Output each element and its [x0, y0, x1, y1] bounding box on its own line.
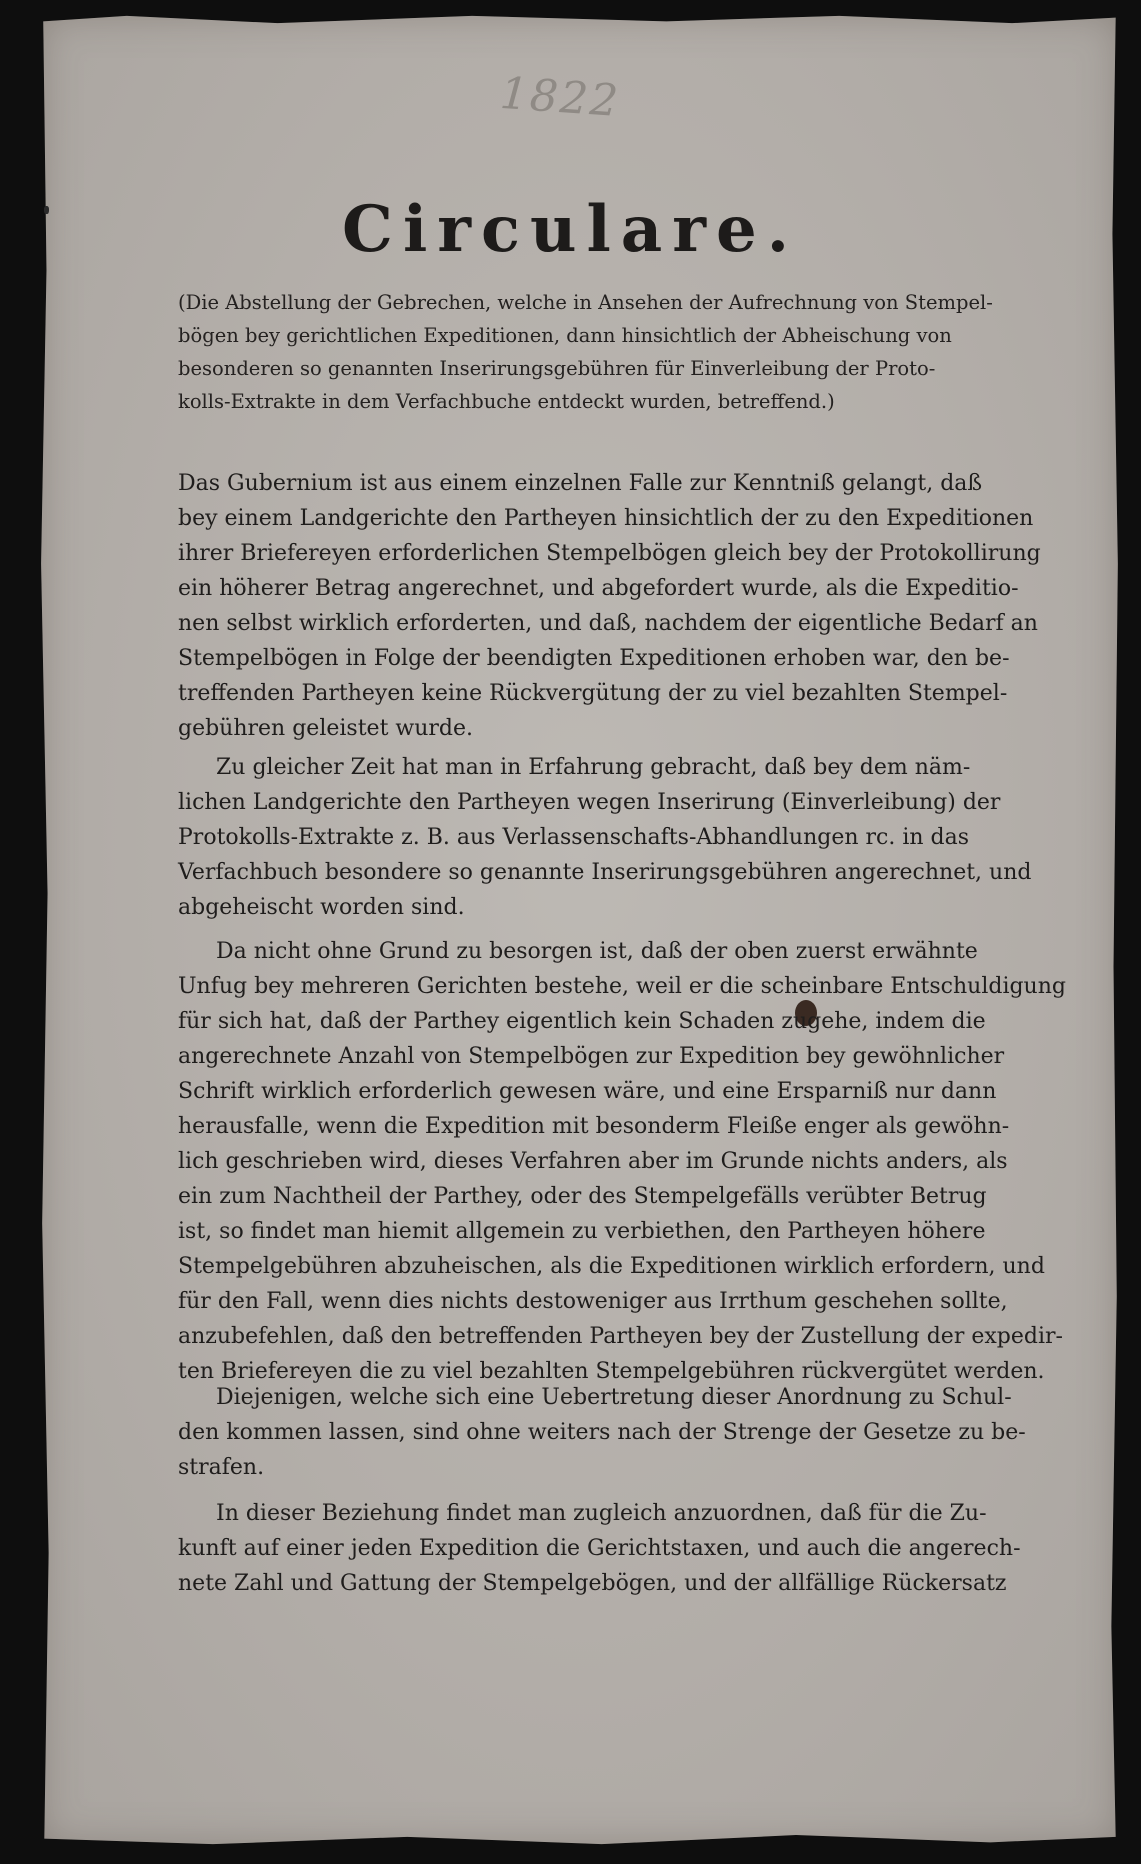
text-line: abgeheischt worden sind.: [178, 895, 465, 920]
text-line: In dieser Beziehung findet man zugleich anzuordnen, daß für die Zu-: [216, 1501, 987, 1526]
text-line: gebühren geleistet wurde.: [178, 716, 474, 741]
subtitle-line: besonderen so genannten Inserirungsgebühren für Einverleibung der Proto-: [178, 357, 936, 380]
text-line: strafen.: [178, 1455, 265, 1480]
text-line: herausfalle, wenn die Expedition mit besonderm Fleiße enger als gewöhn-: [178, 1114, 1010, 1139]
document-subtitle: [178, 286, 993, 418]
text-line: Verfachbuch besondere so genannte Inserirungsgebühren angerechnet, und: [178, 860, 1032, 885]
text-line: ein höherer Betrag angerechnet, und abgefordert wurde, als die Expeditio-: [178, 576, 1019, 601]
subtitle-line: (Die Abstellung der Gebrechen, welche in Ansehen der Aufrechnung von Stempel-: [178, 291, 993, 314]
text-line: anzubefehlen, daß den betreffenden Partheyen bey der Zustellung der expedir-: [178, 1324, 1063, 1349]
text-line: treffenden Partheyen keine Rückvergütung der zu viel bezahlten Stempel-: [178, 681, 1008, 706]
text-line: kunft auf einer jeden Expedition die Gerichtstaxen, und auch die angerech-: [178, 1536, 1021, 1561]
paragraph-5: [178, 1496, 1021, 1601]
text-line: Protokolls-Extrakte z. B. aus Verlassenschafts-Abhandlungen rc. in das: [178, 825, 970, 850]
paragraph-3: [178, 934, 1066, 1389]
text-line: nen selbst wirklich erforderten, und daß, nachdem der eigentliche Bedarf an: [178, 611, 1038, 636]
paragraph-1: [178, 466, 1041, 746]
text-line: angerechnete Anzahl von Stempelbögen zur Expedition bey gewöhnlicher: [178, 1044, 1005, 1069]
text-line: ten Briefereyen die zu viel bezahlten Stempelgebühren rückvergütet werden.: [178, 1359, 1045, 1384]
text-line: ein zum Nachtheil der Parthey, oder des Stempelgefälls verübter Betrug: [178, 1184, 987, 1209]
subtitle-line: kolls-Extrakte in dem Verfachbuche entdeckt wurden, betreffend.): [178, 390, 835, 413]
text-line: lichen Landgerichte den Partheyen wegen Inserirung (Einverleibung) der: [178, 790, 1001, 815]
text-line: für sich hat, daß der Parthey eigentlich kein Schaden zugehe, indem die: [178, 1009, 986, 1034]
text-line: ist, so findet man hiemit allgemein zu verbiethen, den Partheyen höhere: [178, 1219, 986, 1244]
text-line: Diejenigen, welche sich eine Uebertretung dieser Anordnung zu Schul-: [216, 1385, 1012, 1410]
text-line: Zu gleicher Zeit hat man in Erfahrung gebracht, daß bey dem näm-: [216, 755, 971, 780]
document-title: Circulare.: [342, 192, 799, 267]
text-line: Schrift wirklich erforderlich gewesen wäre, und eine Ersparniß nur dann: [178, 1079, 997, 1104]
pencil-year-note: 1822: [498, 67, 622, 128]
text-line: Das Gubernium ist aus einem einzelnen Falle zur Kenntniß gelangt, daß: [178, 471, 983, 496]
text-line: für den Fall, wenn dies nichts destoweniger aus Irrthum geschehen sollte,: [178, 1289, 1008, 1314]
text-line: ihrer Briefereyen erforderlichen Stempelbögen gleich bey der Protokollirung: [178, 541, 1041, 566]
text-line: Da nicht ohne Grund zu besorgen ist, daß der oben zuerst erwähnte: [216, 939, 978, 964]
text-line: Stempelgebühren abzuheischen, als die Expeditionen wirklich erfordern, und: [178, 1254, 1045, 1279]
text-line: lich geschrieben wird, dieses Verfahren aber im Grunde nichts anders, als: [178, 1149, 1008, 1174]
text-line: Stempelbögen in Folge der beendigten Expeditionen erhoben war, den be-: [178, 646, 1010, 671]
subtitle-line: bögen bey gerichtlichen Expeditionen, dann hinsichtlich der Abheischung von: [178, 324, 952, 347]
paragraph-4: [178, 1380, 1026, 1485]
text-line: nete Zahl und Gattung der Stempelgebögen, und der allfällige Rückersatz: [178, 1571, 1007, 1596]
paragraph-2: [178, 750, 1032, 925]
text-line: bey einem Landgerichte den Partheyen hinsichtlich der zu den Expeditionen: [178, 506, 1034, 531]
text-line: den kommen lassen, sind ohne weiters nach der Strenge der Gesetze zu be-: [178, 1420, 1026, 1445]
text-line: Unfug bey mehreren Gerichten bestehe, weil er die scheinbare Entschuldigung: [178, 974, 1066, 999]
